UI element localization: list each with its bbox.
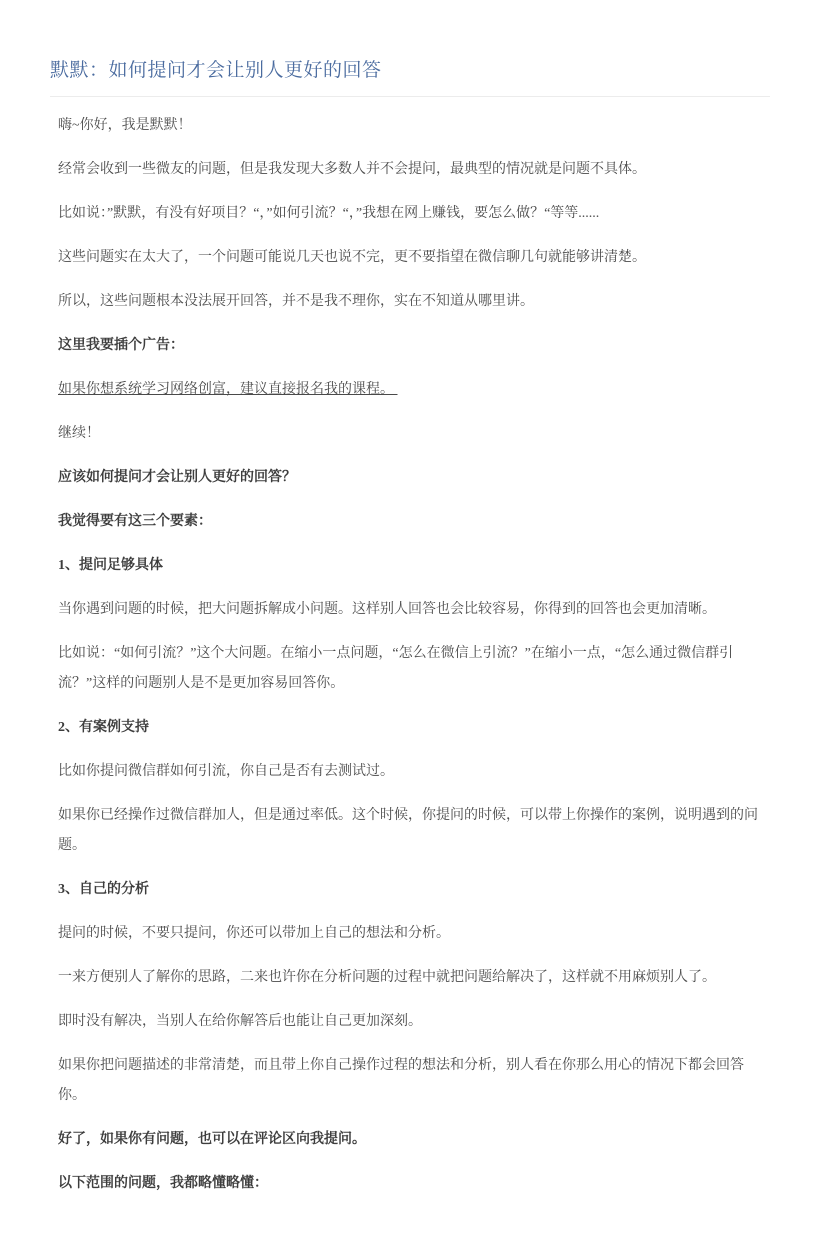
title-divider [50, 96, 770, 97]
paragraph: 嗨~你好，我是默默！ [58, 117, 192, 133]
paragraph: 提问的时候，不要只提问，你还可以带加上自己的想法和分析。 [58, 925, 450, 941]
article-body [50, 111, 764, 1199]
section-heading: 1、提问足够具体 [58, 557, 163, 573]
paragraph: 如果你已经操作过微信群加人，但是通过率低。这个时候，你提问的时候，可以带上你操作的案例，说明遇到的问题。 [58, 807, 758, 853]
paragraph: 当你遇到问题的时候，把大问题拆解成小问题。这样别人回答也会比较容易，你得到的回答也会更加清晰。 [58, 601, 716, 617]
paragraph: 即时没有解决，当别人在给你解答后也能让自己更加深刻。 [58, 1013, 422, 1029]
page-title: 默默：如何提问才会让别人更好的回答 [50, 60, 382, 81]
course-signup-link[interactable]: 如果你想系统学习网络创富，建议直接报名我的课程。 [58, 381, 398, 397]
section-heading: 我觉得要有这三个要素： [58, 513, 212, 529]
paragraph: 继续！ [58, 425, 100, 441]
section-heading: 以下范围的问题，我都略懂略懂： [58, 1175, 268, 1191]
section-heading: 应该如何提问才会让别人更好的回答？ [58, 469, 296, 485]
paragraph: 经常会收到一些微友的问题，但是我发现大多数人并不会提问，最典型的情况就是问题不具体。 [58, 161, 646, 177]
paragraph: 比如你提问微信群如何引流，你自己是否有去测试过。 [58, 763, 394, 779]
section-heading: 3、自己的分析 [58, 881, 149, 897]
paragraph: 比如说：“如何引流？”这个大问题。在缩小一点问题，“怎么在微信上引流？”在缩小一点，“怎么通过微信群引流？”这样的问题别人是不是更加容易回答你。 [58, 645, 734, 691]
paragraph [58, 375, 764, 405]
paragraph: 这些问题实在太大了，一个问题可能说几天也说不完，更不要指望在微信聊几句就能够讲清楚。 [58, 249, 646, 265]
paragraph: 比如说：”默默，有没有好项目？“，”如何引流？“，”我想在网上赚钱，要怎么做？“等等...... [58, 205, 600, 221]
section-heading: 好了，如果你有问题，也可以在评论区向我提问。 [58, 1131, 366, 1147]
section-heading: 2、有案例支持 [58, 719, 149, 735]
section-heading: 这里我要插个广告： [58, 337, 184, 353]
paragraph: 一来方便别人了解你的思路，二来也许你在分析问题的过程中就把问题给解决了，这样就不用麻烦别人了。 [58, 969, 716, 985]
paragraph: 所以，这些问题根本没法展开回答，并不是我不理你，实在不知道从哪里讲。 [58, 293, 534, 309]
paragraph: 如果你把问题描述的非常清楚，而且带上你自己操作过程的想法和分析，别人看在你那么用心的情况下都会回答你。 [58, 1057, 744, 1103]
